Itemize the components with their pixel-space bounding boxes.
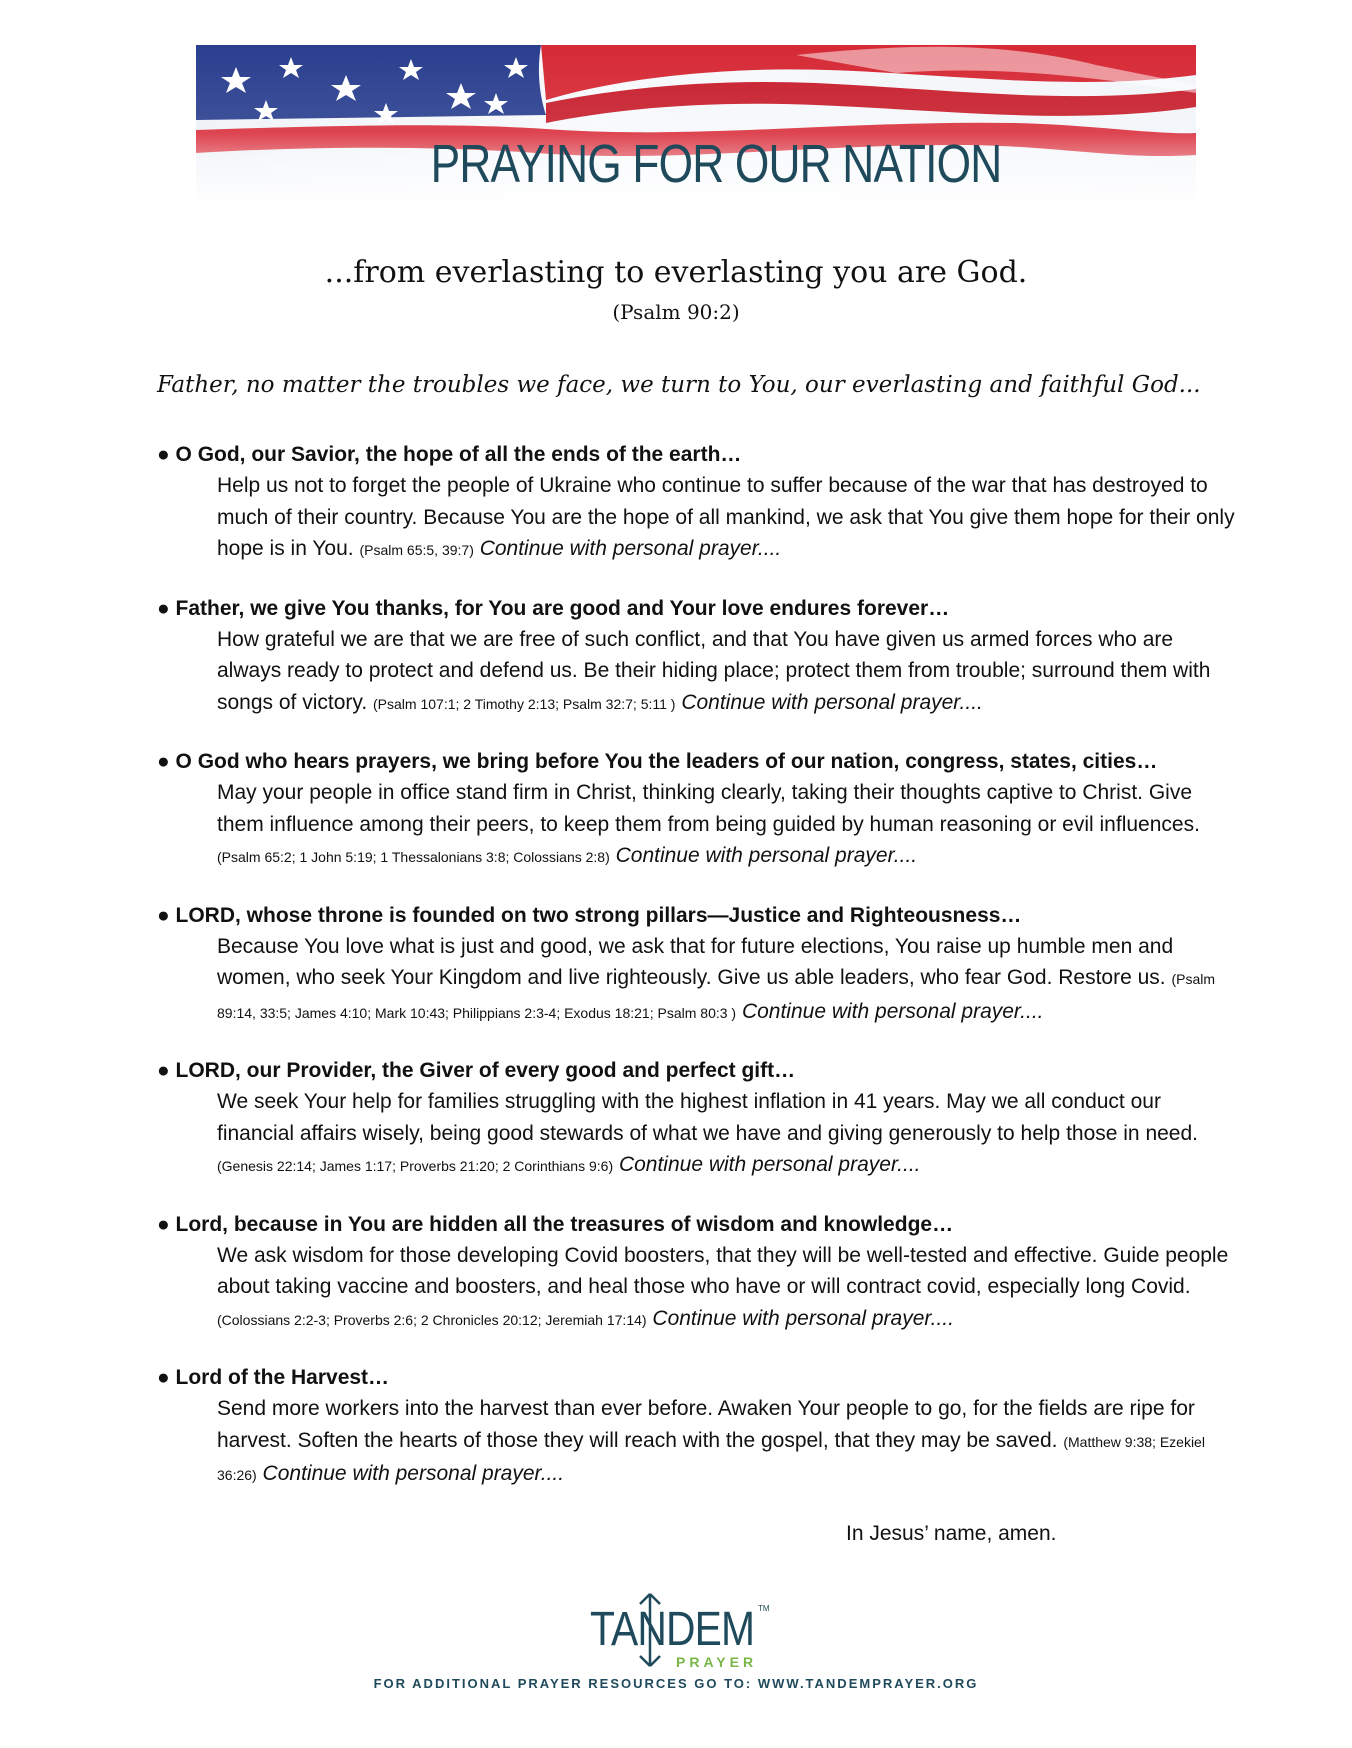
- up-down-arrow-icon: [635, 1590, 665, 1670]
- prayer-heading: ● LORD, our Provider, the Giver of every good and perfect gift…: [157, 1059, 796, 1082]
- flag-banner: [196, 45, 1196, 205]
- prayer-item: [157, 901, 1237, 1030]
- prayer-heading: ● O God who hears prayers, we bring before You the leaders of our nation, congress, states, cities…: [157, 750, 1158, 773]
- prayer-body: [217, 777, 1237, 874]
- prayer-body: [217, 931, 1237, 1030]
- prayer-list: [157, 440, 1237, 1519]
- prayer-text: We ask wisdom for those developing Covid boosters, that they will be well-tested and effective. Guide people about taking vaccine and boosters, and heal those who have or will contract covid, especially long Covid.: [217, 1243, 1229, 1298]
- prayer-text: We seek Your help for families struggling with the highest inflation in 41 years. May we all conduct our financial affairs wisely, being good stewards of what we have and giving generously to help those in need.: [217, 1090, 1199, 1145]
- logo-wordmark: TANDEM: [590, 1603, 755, 1656]
- prayer-item: [157, 440, 1237, 567]
- prayer-item: [157, 747, 1237, 874]
- prayer-body: [217, 624, 1237, 721]
- prayer-text: Send more workers into the harvest than ever before. Awaken Your people to go, for the fields are ripe for harvest. Soften the hearts of those they will reach with the gospel, that they may be saved.: [217, 1397, 1195, 1452]
- prayer-item: [157, 594, 1237, 721]
- prayer-heading: ● Lord of the Harvest…: [157, 1366, 390, 1389]
- prayer-text: How grateful we are that we are free of such conflict, and that You have given us armed forces who are always ready to protect and defend us. Be their hiding place; protect them from trouble; surround them with songs of victory.: [217, 627, 1211, 714]
- tandem-logo: [580, 1590, 780, 1670]
- prayer-item: [157, 1363, 1237, 1492]
- scripture-refs: (Psalm 65:2; 1 John 5:19; 1 Thessalonians 3:8; Colossians 2:8): [217, 849, 610, 865]
- prayer-text: Because You love what is just and good, we ask that for future elections, You raise up humble men and women, who seek Your Kingdom and live righteously. Give us able leaders, who fear God. Restore us.: [217, 934, 1174, 989]
- prayer-body: [217, 1393, 1237, 1492]
- continue-prompt: Continue with personal prayer....: [615, 844, 918, 867]
- prayer-heading: ● Father, we give You thanks, for You are good and Your love endures forever…: [157, 596, 950, 620]
- continue-prompt: Continue with personal prayer....: [741, 999, 1044, 1023]
- continue-prompt: Continue with personal prayer....: [681, 690, 983, 714]
- continue-prompt: Continue with personal prayer....: [479, 537, 782, 560]
- scripture-refs: (Psalm 107:1; 2 Timothy 2:13; Psalm 32:7; 5:11 ): [373, 695, 676, 712]
- scripture-refs: (Colossians 2:2-3; Proverbs 2:6; 2 Chronicles 20:12; Jeremiah 17:14): [217, 1311, 647, 1328]
- intro-line: Father, no matter the troubles we face, we turn to You, our everlasting and faithful God...: [157, 372, 1201, 398]
- prayer-heading: ● Lord, because in You are hidden all the treasures of wisdom and knowledge…: [157, 1212, 954, 1236]
- continue-prompt: Continue with personal prayer....: [618, 1153, 921, 1176]
- scripture-refs: (Psalm 89:14, 33:5; James 4:10; Mark 10:43; Philippians 2:3-4; Exodus 18:21; Psalm 80:3 ): [217, 971, 1216, 1021]
- prayer-body: [217, 1240, 1237, 1337]
- scripture-refs: (Matthew 9:38; Ezekiel 36:26): [217, 1433, 1205, 1483]
- scripture-refs: (Genesis 22:14; James 1:17; Proverbs 21:20; 2 Corinthians 9:6): [217, 1158, 614, 1174]
- footer-resources: FOR ADDITIONAL PRAYER RESOURCES GO TO: WWW.TANDEMPRAYER.ORG: [373, 1676, 979, 1691]
- closing-line: In Jesus’ name, amen.: [846, 1522, 1057, 1545]
- prayer-body: [217, 470, 1237, 567]
- prayer-item: [157, 1056, 1237, 1183]
- prayer-item: [157, 1210, 1237, 1337]
- scripture-refs: (Psalm 65:5, 39:7): [359, 542, 474, 558]
- continue-prompt: Continue with personal prayer....: [652, 1306, 954, 1330]
- verse-reference: (Psalm 90:2): [612, 300, 740, 324]
- continue-prompt: Continue with personal prayer....: [262, 1462, 565, 1485]
- logo-subtitle: PRAYER: [676, 1654, 758, 1670]
- banner-title: PRAYING FOR OUR NATION: [430, 134, 1002, 194]
- prayer-body: [217, 1086, 1237, 1183]
- verse-text: ...from everlasting to everlasting you are God.: [324, 255, 1028, 290]
- prayer-heading: ● LORD, whose throne is founded on two strong pillars—Justice and Righteousness…: [157, 903, 1022, 927]
- prayer-text: Help us not to forget the people of Ukraine who continue to suffer because of the war that has destroyed to much of their country. Because You are the hope of all mankind, we ask that You give them hope for their only hope is in You.: [217, 474, 1235, 560]
- logo-trademark: TM: [758, 1604, 770, 1613]
- prayer-heading: ● O God, our Savior, the hope of all the ends of the earth…: [157, 443, 742, 466]
- prayer-text: May your people in office stand firm in Christ, thinking clearly, taking their thoughts captive to Christ. Give them influence among their peers, to keep them from being guided by human reasoning or evil influences.: [217, 781, 1200, 836]
